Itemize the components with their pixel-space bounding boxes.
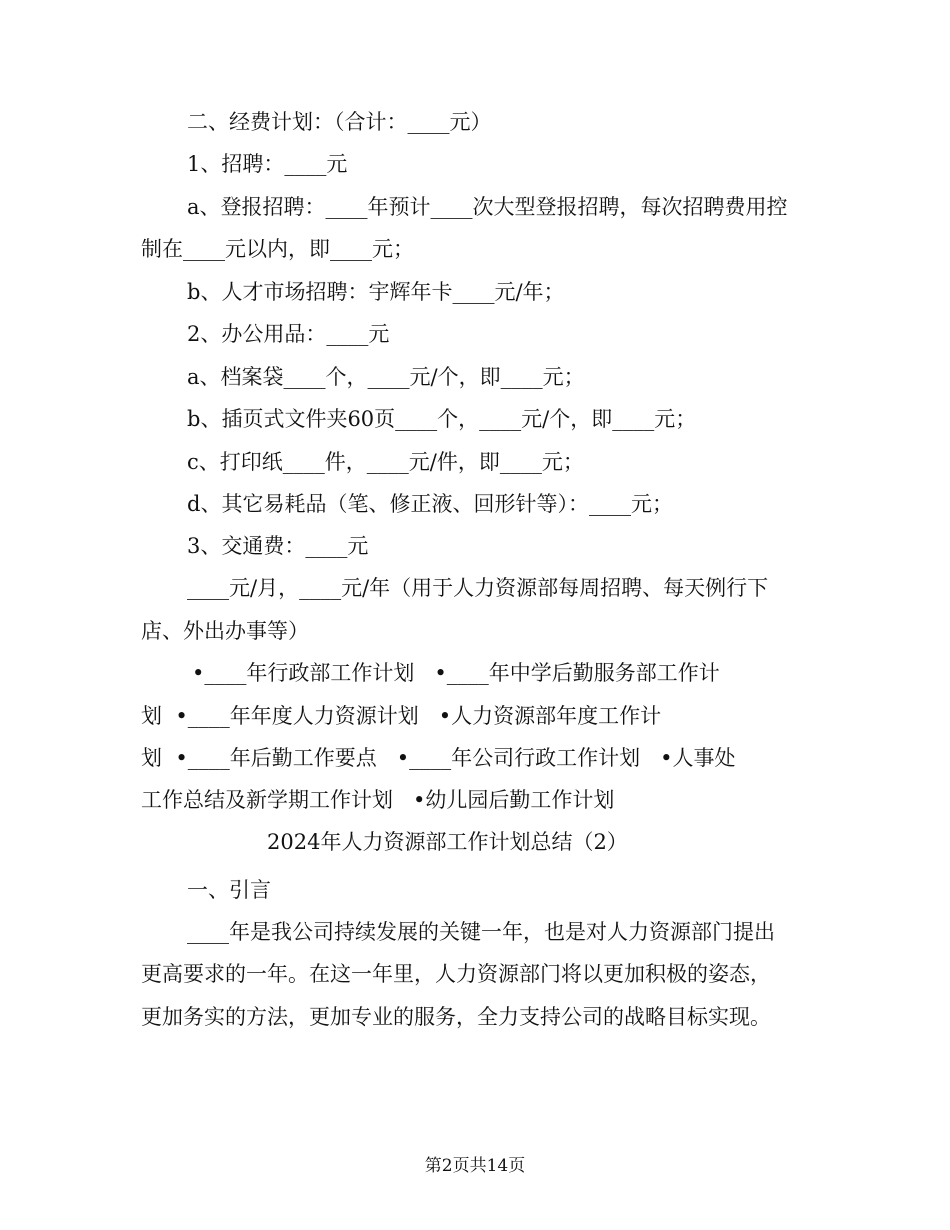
item-newspaper-recruitment-cont: 制在____元以内，即____元； (141, 237, 414, 261)
related-links-line-2[interactable]: 划 •____年年度人力资源计划 •人力资源部年度工作计 (141, 704, 662, 728)
item-transport: 3、交通费：____元 (187, 534, 369, 558)
item-recruitment: 1、招聘：____元 (187, 152, 348, 176)
page-number-footer: 第2页共14页 (424, 1156, 526, 1176)
intro-paragraph-line-1: ____年是我公司持续发展的关键一年，也是对人力资源部门提出 (187, 920, 775, 944)
section-heading-budget: 二、经费计划：（合计：____元） (187, 110, 492, 134)
item-talent-market: b、人才市场招聘：宇辉年卡____元/年； (187, 280, 565, 304)
related-links-line-3[interactable]: 划 •____年后勤工作要点 •____年公司行政工作计划 •人事处 (141, 746, 736, 770)
item-folders: b、插页式文件夹60页____个，____元/个，即____元； (187, 407, 697, 431)
related-links-line-4[interactable]: 工作总结及新学期工作计划 •幼儿园后勤工作计划 (141, 788, 615, 812)
item-office-supplies: 2、办公用品：____元 (187, 322, 390, 346)
intro-paragraph-line-3: 更加务实的方法，更加专业的服务，全力支持公司的战略目标实现。 (141, 1005, 771, 1029)
related-links-line-1[interactable]: •____年行政部工作计划 •____年中学后勤服务部工作计 (192, 661, 720, 685)
item-transport-detail-cont: 店、外出办事等） (141, 619, 309, 643)
item-consumables: d、其它易耗品（笔、修正液、回形针等）：____元； (187, 492, 673, 516)
item-newspaper-recruitment: a、登报招聘：____年预计____次大型登报招聘，每次招聘费用控 (187, 195, 788, 219)
document-title: 2024年人力资源部工作计划总结（2） (267, 830, 628, 854)
section-heading-intro: 一、引言 (187, 878, 271, 902)
item-transport-detail: ____元/月，____元/年（用于人力资源部每周招聘、每天例行下 (187, 576, 769, 600)
item-printing-paper: c、打印纸____件，____元/件，即____元； (187, 450, 584, 474)
item-file-bags: a、档案袋____个，____元/个，即____元； (187, 365, 585, 389)
intro-paragraph-line-2: 更高要求的一年。在这一年里，人力资源部门将以更加积极的姿态， (141, 962, 771, 986)
